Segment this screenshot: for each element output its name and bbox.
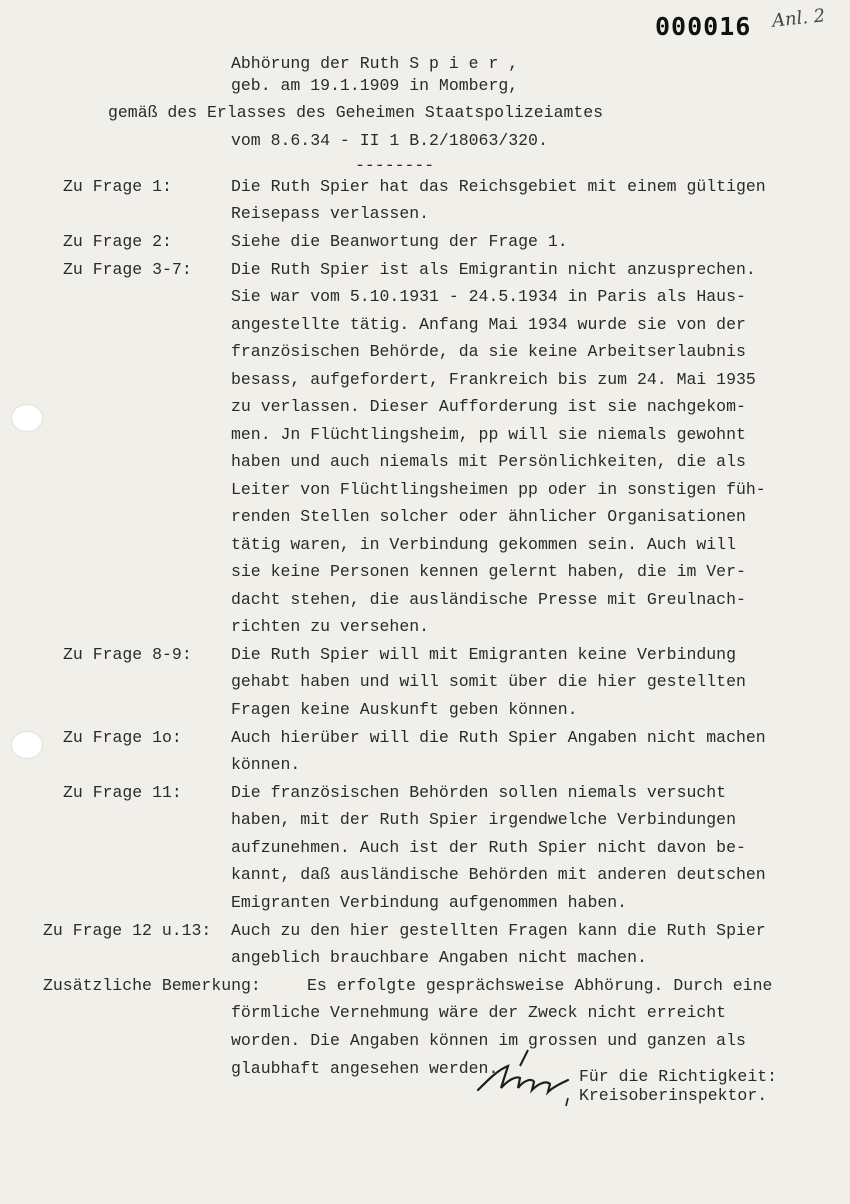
section-text-line: Die Ruth Spier will mit Emigranten keine Verbindung <box>231 645 736 664</box>
section-text-line: tätig waren, in Verbindung gekommen sein. Auch will <box>231 535 736 554</box>
section-text-line: haben, mit der Ruth Spier irgendwelche Verbindungen <box>231 810 736 829</box>
header-divider: -------- <box>355 156 435 175</box>
section-label: Zu Frage 8-9: <box>63 645 192 664</box>
certification-title: Kreisoberinspektor. <box>579 1086 768 1105</box>
section-text-line: angeblich brauchbare Angaben nicht machen. <box>231 948 647 967</box>
section-label: Zu Frage 2: <box>63 232 172 251</box>
section-text-line: gehabt haben und will somit über die hier gestellten <box>231 672 746 691</box>
handwritten-annotation: Anl. 2 <box>771 5 827 32</box>
section-label: Zu Frage 11: <box>63 783 182 802</box>
section-text-line: Sie war vom 5.10.1931 - 24.5.1934 in Paris als Haus- <box>231 287 746 306</box>
section-text-line: aufzunehmen. Auch ist der Ruth Spier nicht davon be- <box>231 838 746 857</box>
section-text-line: Reisepass verlassen. <box>231 204 430 223</box>
section-label: Zu Frage 1o: <box>63 728 182 747</box>
section-text-line: Auch zu den hier gestellten Fragen kann die Ruth Spier <box>231 921 766 940</box>
section-label: Zu Frage 3-7: <box>63 260 192 279</box>
section-text-line: Die Ruth Spier hat das Reichsgebiet mit einem gültigen <box>231 177 766 196</box>
section-label: Zu Frage 1: <box>63 177 172 196</box>
header-decree: gemäß des Erlasses des Geheimen Staatspolizeiamtes <box>108 103 604 122</box>
section-text-line: men. Jn Flüchtlingsheim, pp will sie niemals gewohnt <box>231 425 746 444</box>
section-text-line: haben und auch niemals mit Persönlichkeiten, die als <box>231 452 746 471</box>
section-text-line: sie keine Personen kennen gelernt haben, die im Ver- <box>231 562 746 581</box>
punch-hole-bottom <box>12 732 42 758</box>
section-text-line: Emigranten Verbindung aufgenommen haben. <box>231 893 628 912</box>
header-birth: geb. am 19.1.1909 in Momberg, <box>231 76 519 95</box>
certification-line: Für die Richtigkeit: <box>579 1067 778 1086</box>
section-text-line: Die französischen Behörden sollen niemals versucht <box>231 783 727 802</box>
remark-label: Zusätzliche Bemerkung: <box>43 976 261 995</box>
section-text-line: Fragen keine Auskunft geben können. <box>231 700 578 719</box>
section-text-line: dacht stehen, die ausländische Presse mit Greulnach- <box>231 590 746 609</box>
remark-text-line: Es erfolgte gesprächsweise Abhörung. Durch eine <box>307 976 773 995</box>
section-text-line: angestellte tätig. Anfang Mai 1934 wurde sie von der <box>231 315 746 334</box>
section-text-line: Leiter von Flüchtlingsheimen pp oder in sonstigen füh- <box>231 480 766 499</box>
section-text-line: besass, aufgefordert, Frankreich bis zum 24. Mai 1935 <box>231 370 756 389</box>
section-text-line: richten zu versehen. <box>231 617 430 636</box>
punch-hole-top <box>12 405 42 431</box>
section-text-line: Siehe die Beanwortung der Frage 1. <box>231 232 568 251</box>
document-number-stamp: 000016 <box>655 12 752 41</box>
remark-text-line: förmliche Vernehmung wäre der Zweck nicht erreicht <box>231 1003 727 1022</box>
section-text-line: renden Stellen solcher oder ähnlicher Organisationen <box>231 507 746 526</box>
header-title: Abhörung der Ruth S p i e r , <box>231 54 519 73</box>
section-label: Zu Frage 12 u.13: <box>43 921 212 940</box>
section-text-line: französischen Behörde, da sie keine Arbeitserlaubnis <box>231 342 746 361</box>
header-reference: vom 8.6.34 - II 1 B.2/18063/320. <box>231 131 548 150</box>
remark-text-line: glaubhaft angesehen werden. <box>231 1059 499 1078</box>
section-text-line: zu verlassen. Dieser Aufforderung ist sie nachgekom- <box>231 397 746 416</box>
section-text-line: kannt, daß ausländische Behörden mit anderen deutschen <box>231 865 766 884</box>
section-text-line: Die Ruth Spier ist als Emigrantin nicht anzusprechen. <box>231 260 756 279</box>
signature <box>468 1048 578 1108</box>
section-text-line: können. <box>231 755 301 774</box>
section-text-line: Auch hierüber will die Ruth Spier Angaben nicht machen <box>231 728 766 747</box>
remark-text-line: worden. Die Angaben können im grossen und ganzen als <box>231 1031 746 1050</box>
